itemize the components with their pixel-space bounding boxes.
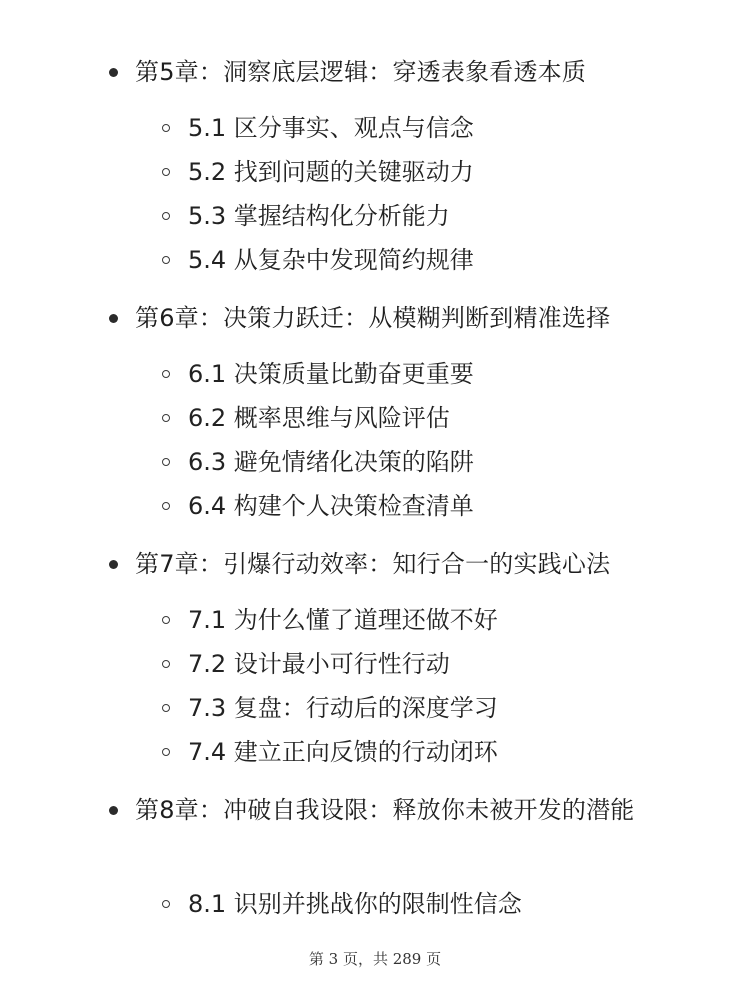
section-title: 6.2 概率思维与风险评估 xyxy=(188,404,450,432)
bullet-dot-icon xyxy=(109,68,118,77)
section-item xyxy=(0,445,750,489)
bullet-ring-icon xyxy=(162,660,170,668)
bullet-ring-icon xyxy=(162,900,170,908)
bullet-ring-icon xyxy=(162,256,170,264)
section-item xyxy=(0,691,750,735)
bullet-ring-icon xyxy=(162,124,170,132)
bullet-ring-icon xyxy=(162,168,170,176)
section-item xyxy=(0,155,750,199)
section-title: 7.4 建立正向反馈的行动闭环 xyxy=(188,738,498,766)
bullet-ring-icon xyxy=(162,370,170,378)
bullet-ring-icon xyxy=(162,616,170,624)
bullet-ring-icon xyxy=(162,212,170,220)
section-title: 5.4 从复杂中发现简约规律 xyxy=(188,246,474,274)
chapter-title: 第5章：洞察底层逻辑：穿透表象看透本质 xyxy=(135,58,587,86)
bullet-ring-icon xyxy=(162,704,170,712)
section-item xyxy=(0,603,750,647)
chapter-title: 第6章：决策力跃迁：从模糊判断到精准选择 xyxy=(135,304,611,332)
section-item xyxy=(0,199,750,243)
section-item xyxy=(0,887,750,931)
bullet-ring-icon xyxy=(162,748,170,756)
section-item xyxy=(0,647,750,691)
bullet-dot-icon xyxy=(109,560,118,569)
section-title: 7.1 为什么懂了道理还做不好 xyxy=(188,606,498,634)
bullet-ring-icon xyxy=(162,414,170,422)
chapter-title: 第7章：引爆行动效率：知行合一的实践心法 xyxy=(135,550,611,578)
section-title: 5.3 掌握结构化分析能力 xyxy=(188,202,450,230)
bullet-dot-icon xyxy=(109,314,118,323)
section-item xyxy=(0,357,750,401)
section-title: 6.3 避免情绪化决策的陷阱 xyxy=(188,448,474,476)
section-item xyxy=(0,243,750,287)
section-title: 7.3 复盘：行动后的深度学习 xyxy=(188,694,498,722)
bullet-ring-icon xyxy=(162,502,170,510)
page-number: 第 3 页，共 289 页 xyxy=(308,950,442,968)
section-item xyxy=(0,489,750,533)
section-title: 8.1 识别并挑战你的限制性信念 xyxy=(188,890,522,918)
section-item xyxy=(0,735,750,779)
section-item xyxy=(0,401,750,445)
bullet-ring-icon xyxy=(162,458,170,466)
bullet-dot-icon xyxy=(109,806,118,815)
chapter-title: 第8章：冲破自我设限：释放你未被开发的潜能 xyxy=(135,796,635,824)
section-item xyxy=(0,111,750,155)
section-title: 5.1 区分事实、观点与信念 xyxy=(188,114,474,142)
section-title: 7.2 设计最小可行性行动 xyxy=(188,650,450,678)
section-title: 5.2 找到问题的关键驱动力 xyxy=(188,158,474,186)
section-title: 6.4 构建个人决策检查清单 xyxy=(188,492,474,520)
section-title: 6.1 决策质量比勤奋更重要 xyxy=(188,360,474,388)
